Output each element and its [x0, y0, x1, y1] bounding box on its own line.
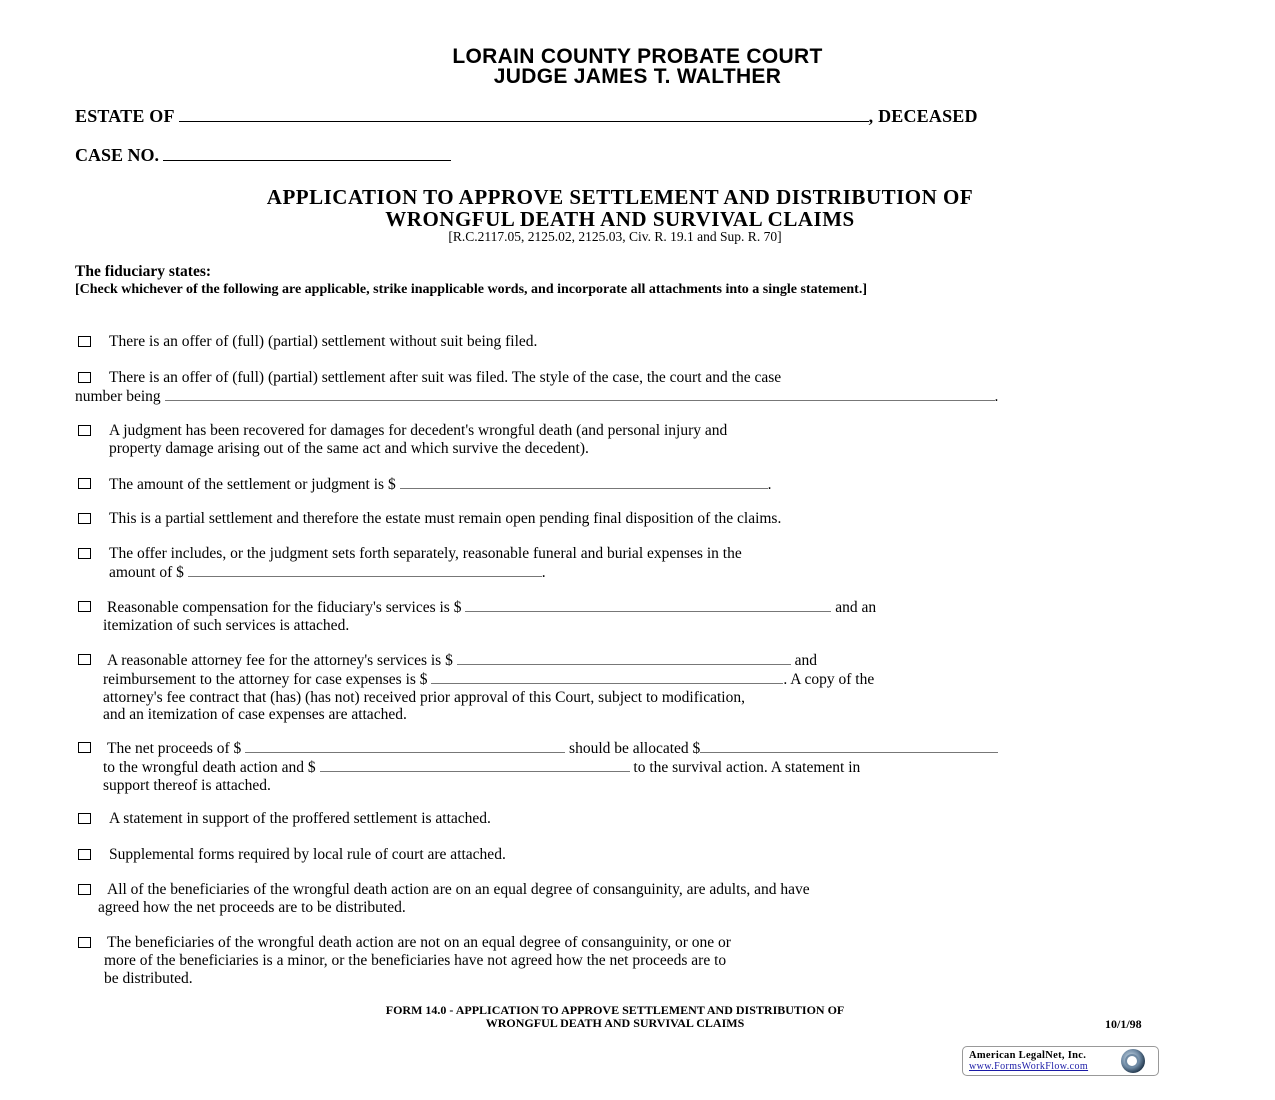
item-text: more of the beneficiaries is a minor, or the beneficiaries have not agreed how the net proceeds are to	[104, 951, 727, 969]
estate-label: ESTATE OF	[75, 106, 175, 126]
estate-name-field[interactable]	[179, 107, 869, 122]
item-text: amount of $	[109, 563, 184, 581]
item-settlement-amount	[75, 475, 1165, 494]
case-expenses-field[interactable]	[431, 670, 783, 684]
estate-caption	[75, 106, 978, 127]
item-text: A reasonable attorney fee for the attorney's services is $	[107, 652, 453, 669]
form-revision-date: 10/1/98	[1105, 1017, 1142, 1031]
period: .	[541, 563, 546, 581]
checkbox[interactable]	[78, 742, 91, 753]
item-text: A statement in support of the proffered settlement is attached.	[109, 810, 491, 827]
net-proceeds-field[interactable]	[245, 739, 565, 753]
item-text: to the wrongful death action and $	[103, 758, 316, 776]
court-name: LORAIN COUNTY PROBATE COURT	[452, 45, 823, 68]
item-offer-without-suit	[75, 333, 1165, 351]
item-funeral-expenses	[75, 545, 1165, 582]
item-text: There is an offer of (full) (partial) settlement without suit being filed.	[109, 333, 538, 350]
item-text: should be allocated $	[569, 740, 701, 757]
item-text: and an itemization of case expenses are attached.	[103, 706, 407, 724]
item-text: . A copy of the	[783, 670, 875, 688]
item-text: The amount of the settlement or judgment is $	[109, 476, 396, 493]
website-link[interactable]: www.FormsWorkFlow.com	[969, 1061, 1089, 1072]
item-text: and an	[835, 599, 877, 616]
item-text: agreed how the net proceeds are to be distributed.	[98, 898, 406, 916]
checkbox[interactable]	[78, 513, 91, 524]
form-title-line-2: WRONGFUL DEATH AND SURVIVAL CLAIMS	[385, 207, 855, 231]
item-text: Reasonable compensation for the fiduciary's services is $	[107, 599, 462, 616]
fiduciary-states-heading: The fiduciary states:	[75, 263, 212, 280]
statute-citation: [R.C.2117.05, 2125.02, 2125.03, Civ. R. 19.1 and Sup. R. 70]	[448, 229, 782, 244]
period: .	[767, 476, 772, 493]
checkbox[interactable]	[78, 654, 91, 665]
wrongful-death-allocation-field[interactable]	[700, 739, 998, 753]
deceased-label: , DECEASED	[868, 106, 978, 126]
item-attorney-fee	[75, 651, 1165, 724]
checkbox[interactable]	[78, 425, 91, 436]
fiduciary-compensation-field[interactable]	[465, 598, 831, 612]
item-text: itemization of such services is attached.	[103, 616, 350, 634]
case-number-label: CASE NO.	[75, 145, 160, 165]
form-footer-line-2: WRONGFUL DEATH AND SURVIVAL CLAIMS	[485, 1016, 745, 1030]
checkbox[interactable]	[78, 937, 91, 948]
form-footer-line-1: FORM 14.0 - APPLICATION TO APPROVE SETTLEMENT AND DISTRIBUTION OF	[385, 1003, 845, 1017]
survival-allocation-field[interactable]	[320, 758, 630, 772]
item-partial-settlement	[75, 510, 1165, 528]
item-text: A judgment has been recovered for damages for decedent's wrongful death (and personal injury and	[109, 422, 728, 439]
item-text: There is an offer of (full) (partial) settlement after suit was filed. The style of the case, the court and the case	[109, 369, 782, 386]
checkbox[interactable]	[78, 601, 91, 612]
settlement-amount-field[interactable]	[400, 475, 768, 489]
item-text: to the survival action. A statement in	[633, 758, 861, 776]
checkbox[interactable]	[78, 478, 91, 489]
checkbox[interactable]	[78, 884, 91, 895]
checkbox[interactable]	[78, 372, 91, 383]
instructions-text: [Check whichever of the following are applicable, strike inapplicable words, and incorporate all attachments into a single statement.]	[75, 282, 867, 297]
form-title-line-1: APPLICATION TO APPROVE SETTLEMENT AND DISTRIBUTION OF	[266, 185, 974, 209]
case-style-field[interactable]	[165, 387, 995, 401]
company-name: American LegalNet, Inc.	[969, 1050, 1087, 1061]
period: .	[994, 387, 999, 405]
item-beneficiaries-not-equal	[75, 934, 1165, 987]
american-legalnet-badge[interactable]	[962, 1046, 1159, 1076]
checkbox[interactable]	[78, 548, 91, 559]
item-text: Supplemental forms required by local rule of court are attached.	[109, 846, 506, 863]
item-judgment-recovered	[75, 422, 1165, 458]
item-text: be distributed.	[104, 969, 193, 987]
item-text: number being	[75, 387, 161, 405]
checkbox[interactable]	[78, 813, 91, 824]
checkbox[interactable]	[78, 336, 91, 347]
checkbox[interactable]	[78, 849, 91, 860]
item-fiduciary-compensation	[75, 598, 1165, 635]
item-net-proceeds	[75, 739, 1165, 794]
item-statement-support	[75, 810, 1165, 828]
case-number-caption	[75, 145, 451, 166]
funeral-amount-field[interactable]	[188, 563, 542, 577]
item-supplemental-forms	[75, 846, 1165, 864]
item-text: property damage arising out of the same act and which survive the decedent).	[109, 439, 589, 457]
item-text: support thereof is attached.	[103, 776, 271, 794]
item-text: attorney's fee contract that (has) (has not) received prior approval of this Court, subject to modification,	[103, 688, 745, 706]
item-text: All of the beneficiaries of the wrongful death action are on an equal degree of consanguinity, are adults, and have	[107, 881, 810, 898]
item-offer-after-suit	[75, 369, 1165, 406]
item-text: The net proceeds of $	[107, 740, 242, 757]
item-text: This is a partial settlement and therefore the estate must remain open pending final disposition of the claims.	[109, 510, 782, 527]
item-text: The offer includes, or the judgment sets forth separately, reasonable funeral and burial expenses in the	[109, 545, 742, 562]
judge-name: JUDGE JAMES T. WALTHER	[493, 65, 782, 88]
attorney-fee-field[interactable]	[457, 651, 791, 665]
case-number-field[interactable]	[163, 146, 451, 161]
item-text: reimbursement to the attorney for case expenses is $	[103, 670, 428, 688]
item-text: and	[794, 652, 817, 669]
item-text: The beneficiaries of the wrongful death action are not on an equal degree of consanguinity, or one or	[107, 934, 731, 951]
globe-icon	[1121, 1049, 1145, 1073]
item-beneficiaries-equal	[75, 881, 1165, 917]
